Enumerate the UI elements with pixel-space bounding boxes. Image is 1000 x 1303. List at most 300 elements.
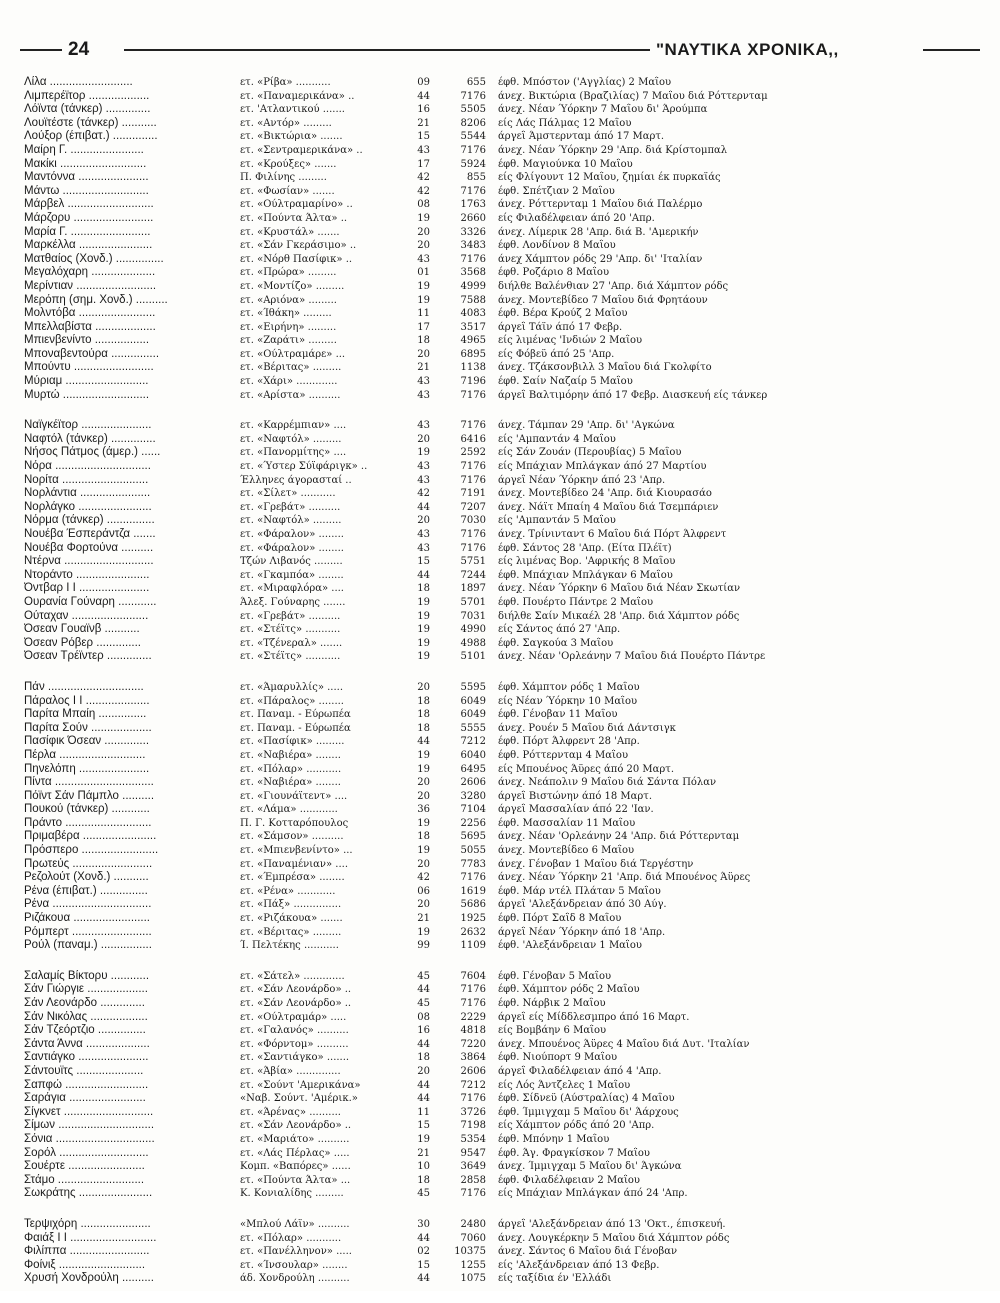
table-row xyxy=(24,1024,984,1038)
build-year: 19 xyxy=(417,596,430,608)
tonnage: 2606 xyxy=(460,1065,486,1077)
owner-agent: ετ. «Σάν Γκεράσιμο» .. xyxy=(240,240,357,252)
table-row xyxy=(24,294,984,308)
owner-agent: ετ. «Ειρήνη» ......... xyxy=(240,321,337,333)
tonnage: 4083 xyxy=(460,308,486,320)
ship-position: έφθ. Μπόστον ('Αγγλίας) 2 Μαΐου xyxy=(498,77,672,88)
ship-position: είς Φιλαδέλφειαν άπό 20 'Απρ. xyxy=(498,212,655,224)
build-year: 44 xyxy=(417,1273,430,1285)
tonnage: 7198 xyxy=(460,1120,486,1132)
table-row xyxy=(24,695,984,709)
ship-position: έφθ. Βέρα Κρούζ 2 Μαΐου xyxy=(498,308,628,320)
table-row xyxy=(24,1011,984,1025)
table-row xyxy=(24,446,984,460)
tonnage: 7604 xyxy=(460,970,486,982)
build-year: 15 xyxy=(417,131,430,143)
ship-name: Πέρλα ........................... xyxy=(24,748,146,761)
build-year: 20 xyxy=(417,899,430,911)
ship-position: άνεχ. Νέαν Ύόρκην 29 'Απρ. διά Κρίστομπαλ xyxy=(498,144,728,156)
build-year: 43 xyxy=(417,461,430,473)
table-row xyxy=(24,817,984,831)
ship-name: Σουέρτε ........................ xyxy=(24,1160,145,1173)
ship-position: έφθ. Μάρ ντέλ Πλάταν 5 Μαΐου xyxy=(498,885,661,897)
ship-position: άνεχ. Νέαν Ύόρκην 6 Μαΐου διά Νέαν Σκωτίαν xyxy=(498,583,741,595)
build-year: 21 xyxy=(417,117,430,129)
ship-name: Σίμων .............................. xyxy=(24,1119,155,1132)
tonnage: 6895 xyxy=(460,348,486,360)
table-row xyxy=(24,637,984,651)
tonnage: 7176 xyxy=(460,1188,486,1200)
build-year: 44 xyxy=(417,736,430,748)
owner-agent: ετ. «Λάμα» ............ xyxy=(240,804,338,816)
tonnage: 1255 xyxy=(460,1259,486,1271)
header-rule xyxy=(20,49,62,51)
tonnage: 7176 xyxy=(460,389,486,401)
tonnage: 5701 xyxy=(460,596,486,608)
owner-agent: ετ. «Κρούξες» ....... xyxy=(240,158,337,170)
tonnage: 4999 xyxy=(460,280,486,292)
table-row xyxy=(24,1065,984,1079)
ship-name: Όσεαν Γουαϊνβ ........... xyxy=(24,623,140,636)
ship-position: έφθ. Σάντος 28 'Απρ. (Είτα Πλέϊτ) xyxy=(498,542,672,554)
table-row xyxy=(24,542,984,556)
ship-name: Φαιάξ Ι Ι ........................... xyxy=(24,1231,157,1244)
owner-agent: ετ. «Γιουνάϊτεντ» .... xyxy=(240,790,348,802)
tonnage: 6040 xyxy=(460,749,486,761)
build-year: 19 xyxy=(417,637,430,649)
table-row xyxy=(24,1187,984,1201)
build-year: 02 xyxy=(417,1246,430,1258)
build-year: 43 xyxy=(417,474,430,486)
build-year: 19 xyxy=(417,651,430,663)
ship-position: έφθ. Μπόνην 1 Μαΐου xyxy=(498,1133,610,1145)
owner-agent: ετ. «Πάξ» ............... xyxy=(240,899,342,911)
table-row xyxy=(24,1232,984,1246)
ship-name: Ναϊγκέϊτορ ...................... xyxy=(24,419,152,432)
table-row xyxy=(24,1133,984,1147)
owner-agent: ετ. «Άμαρυλλίς» ..... xyxy=(240,681,344,693)
table-row xyxy=(24,749,984,763)
tonnage: 7176 xyxy=(460,998,486,1009)
table-row xyxy=(24,844,984,858)
owner-agent: ετ. «Βέριτας» ......... xyxy=(240,362,342,374)
ship-movements-table xyxy=(24,76,984,1303)
tonnage: 7060 xyxy=(460,1232,486,1244)
owner-agent: Τζών Λιβανός ......... xyxy=(240,556,343,568)
ship-position: έφθ. Σίδνεϋ (Αύστραλίας) 4 Μαΐου xyxy=(498,1093,675,1105)
owner-agent: ετ. «Βικτώρια» ....... xyxy=(240,131,343,143)
ship-name: Μπελλαβίστα ................... xyxy=(24,320,156,333)
ship-name: Πράντο ........................... xyxy=(24,816,152,829)
ship-position: έφθ. Γένοβαν 11 Μαΐου xyxy=(498,709,618,721)
ship-name: Ούταχαν ........................ xyxy=(24,609,149,622)
owner-agent: ετ. «Παναμερικάνα» .. xyxy=(240,90,355,102)
table-row xyxy=(24,1051,984,1065)
owner-agent: ετ. «Νόρθ Πασίφικ» .. xyxy=(240,253,353,265)
owner-agent: «Ναβ. Σούντ. 'Αμέρικ.» xyxy=(240,1093,358,1105)
ship-position: άνεχ. Ρουέν 5 Μαΐου διά Δάντσιγκ xyxy=(498,722,676,734)
tonnage: 5695 xyxy=(460,831,486,843)
tonnage: 1075 xyxy=(460,1273,486,1285)
table-row xyxy=(24,997,984,1011)
build-year: 19 xyxy=(417,845,430,857)
ship-name: Φοίνιξ ........................... xyxy=(24,1258,146,1271)
ship-position: έφθ. Νάρβικ 2 Μαΐου xyxy=(498,998,606,1009)
tonnage: 2256 xyxy=(460,817,486,829)
ship-name: Νορίτα ........................... xyxy=(24,473,149,486)
ship-name: Πασίφικ Όσεαν .............. xyxy=(24,735,150,748)
owner-agent: ετ. «Γαλανός» .......... xyxy=(240,1025,349,1037)
ship-position: είς 'Αλεξάνδρειαν άπό 13 Φεβρ. xyxy=(498,1259,660,1271)
table-row xyxy=(24,239,984,253)
build-year: 20 xyxy=(417,515,430,527)
table-row xyxy=(24,1147,984,1161)
table-row xyxy=(24,776,984,790)
build-year: 19 xyxy=(417,212,430,224)
tonnage: 7244 xyxy=(460,569,486,581)
table-row xyxy=(24,555,984,569)
build-year: 20 xyxy=(417,777,430,789)
owner-agent: ετ. «Ίνσουλαρ» ........ xyxy=(240,1259,348,1271)
tonnage: 7212 xyxy=(460,736,486,748)
ship-position: έφθ. Μπάχιαν Μπλάγκαν 6 Μαΐου xyxy=(498,569,673,581)
ship-name: Μάρβελ ........................... xyxy=(24,198,154,211)
ship-position: άνεχ. Μοντεβίδεο 24 'Απρ. διά Κιουρασάο xyxy=(498,488,712,500)
owner-agent: ετ. «Ναφτόλ» ......... xyxy=(240,433,342,445)
table-row xyxy=(24,858,984,872)
ship-position: έφθ. Φιλαδέλφειαν 2 Μαΐου xyxy=(498,1174,640,1186)
ship-name: Λιμπερέϊτορ ................... xyxy=(24,89,150,102)
owner-agent: ετ. «Ναβιέρα» ........ xyxy=(240,749,341,761)
ship-position: έφθ. Νιούπορτ 9 Μαΐου xyxy=(498,1052,618,1064)
ship-position: άργεΐ Νέαν Ύόρκην άπό 18 'Απρ. xyxy=(498,926,666,938)
ship-name: Μεγαλόχαρη .................... xyxy=(24,266,156,279)
owner-agent: ετ. «Πούντα Άλτα» ... xyxy=(240,1174,351,1186)
table-row xyxy=(24,334,984,348)
owner-agent: ετ. «Πάραλος» ........ xyxy=(240,695,344,707)
table-row xyxy=(24,596,984,610)
build-year: 18 xyxy=(417,722,430,734)
owner-agent: ετ. «Πανέλληνον» ..... xyxy=(240,1246,352,1258)
tonnage: 7176 xyxy=(460,474,486,486)
build-year: 19 xyxy=(417,280,430,292)
tonnage: 3326 xyxy=(460,226,486,238)
ship-name: Σαράγια ........................ xyxy=(24,1092,146,1105)
owner-agent: ετ. «Μαριάτο» .......... xyxy=(240,1133,350,1145)
build-year: 20 xyxy=(417,433,430,445)
owner-agent: «Μπλού Λάϊν» .......... xyxy=(240,1218,350,1230)
build-year: 44 xyxy=(417,501,430,513)
ship-position: άργεΐ Μασσαλίαν άπό 22 'Ιαν. xyxy=(498,804,654,816)
table-row xyxy=(24,830,984,844)
build-year: 44 xyxy=(417,1232,430,1244)
ship-position: είς 'Αμπαντάν 4 Μαΐου xyxy=(498,433,616,445)
ship-position: άργεΐ Τάϊν άπό 17 Φεβρ. xyxy=(498,321,623,333)
tonnage: 5505 xyxy=(460,104,486,116)
ship-name: Σάν Γιώργιε ................... xyxy=(24,983,148,996)
ship-position: είς Λάς Πάλμας 12 Μαΐου xyxy=(498,117,632,129)
table-row xyxy=(24,722,984,736)
ship-name: Μύριαμ .......................... xyxy=(24,375,149,388)
table-row xyxy=(24,280,984,294)
ship-position: είς λιμένας 'Ινδιών 2 Μαΐου xyxy=(498,335,643,347)
table-row xyxy=(24,970,984,984)
table-row xyxy=(24,763,984,777)
table-row xyxy=(24,1174,984,1188)
tonnage: 7207 xyxy=(460,501,486,513)
table-row xyxy=(24,487,984,501)
tonnage: 7176 xyxy=(460,1093,486,1105)
tonnage: 8206 xyxy=(460,117,486,129)
table-row xyxy=(24,528,984,542)
owner-agent: ετ. «Στέϊτς» ........... xyxy=(240,624,341,636)
ship-name: Σωκράτης ....................... xyxy=(24,1187,153,1200)
tonnage: 7176 xyxy=(460,872,486,884)
tonnage: 3280 xyxy=(460,790,486,802)
ship-position: είς Σάν Ζουάν (Περουβίας) 5 Μαΐου xyxy=(498,447,682,459)
build-year: 43 xyxy=(417,389,430,401)
build-year: 17 xyxy=(417,158,430,170)
owner-agent: Ί. Πελτέκης ........... xyxy=(240,940,339,952)
tonnage: 5354 xyxy=(460,1133,486,1145)
ship-name: Μποναβεντούρα ............... xyxy=(24,347,160,360)
ship-name: Λουϊτέστε (τάνκερ) ........... xyxy=(24,116,157,129)
build-year: 21 xyxy=(417,362,430,374)
ship-name: Όσεαν Ρόβερ .............. xyxy=(24,636,141,649)
table-row xyxy=(24,1218,984,1232)
tonnage: 3568 xyxy=(460,267,486,279)
journal-title: "ΝΑΥΤΙΚΑ ΧΡΟΝΙΚΑ,, xyxy=(656,40,839,59)
tonnage: 3864 xyxy=(460,1052,486,1064)
ship-position: άνεχ. Τζάκσονβιλλ 3 Μαΐου διά Γκολφίτο xyxy=(498,362,712,374)
tonnage: 3649 xyxy=(460,1161,486,1173)
tonnage: 2660 xyxy=(460,212,486,224)
owner-agent: ετ. «Μπιενβενίντο» ... xyxy=(240,845,353,857)
table-row xyxy=(24,253,984,267)
ship-name: Μερόπη (σημ. Χονδ.) .......... xyxy=(24,293,168,306)
tonnage: 6049 xyxy=(460,709,486,721)
ship-name: Νουέβα Έσπεράντζα ....... xyxy=(24,528,156,540)
owner-agent: Κομπ. «Βαπόρες» ...... xyxy=(240,1161,351,1173)
ship-name: Σίγκνετ ............................ xyxy=(24,1105,154,1118)
owner-agent: ετ. «Άρένας» .......... xyxy=(240,1106,341,1118)
owner-agent: ετ. «Σεντραμερικάνα» .. xyxy=(240,144,363,156)
owner-agent: ετ. «Γρεβάτ» .......... xyxy=(240,501,341,513)
build-year: 18 xyxy=(417,831,430,843)
ship-position: άνεχ. Νέαν 'Ορλεάνην 24 'Απρ. διά Ρόττερνταμ xyxy=(498,831,740,843)
ship-position: είς Βομβάην 6 Μαΐου xyxy=(498,1025,607,1037)
build-year: 20 xyxy=(417,1065,430,1077)
build-year: 45 xyxy=(417,1188,430,1200)
ship-position: διήλθε Σαίν Μικαέλ 28 'Απρ. διά Χάμπτον ρόδς xyxy=(498,610,740,622)
table-row xyxy=(24,212,984,226)
ship-position: άνεχ. Μπουένος Άϋρες 4 Μαΐου διά Δυτ. 'Ιταλίαν xyxy=(498,1038,750,1050)
ship-position: άνεχ. Νέαν Ύόρκην 7 Μαΐου δι' Άρούμπα xyxy=(498,104,708,116)
owner-agent: ετ. «Χάρι» ............. xyxy=(240,376,338,388)
owner-agent: ετ. «Αντόρ» ......... xyxy=(240,117,332,129)
owner-agent: ετ. «Ζαράτι» ......... xyxy=(240,335,337,347)
tonnage: 6416 xyxy=(460,433,486,445)
build-year: 19 xyxy=(417,817,430,829)
ship-position: άνεχ. Βικτώρια (Βραζιλίας) 7 Μαΐου διά Ρόττερνταμ xyxy=(498,90,768,102)
build-year: 18 xyxy=(417,1174,430,1186)
table-row xyxy=(24,501,984,515)
table-row xyxy=(24,610,984,624)
ship-position: άργεΐ Φιλαδέλφειαν άπό 4 'Απρ. xyxy=(498,1065,662,1077)
ship-name: Σάν Νικόλας .................. xyxy=(24,1010,148,1023)
table-row xyxy=(24,1119,984,1133)
ship-position: άνεχ. Τρίνινταντ 6 Μαΐου διά Πόρτ Άλφρεντ xyxy=(498,529,727,540)
ship-position: έφθ. Ροζάριο 8 Μαΐου xyxy=(498,267,610,279)
ship-name: Ρούλ (παναμ.) ................ xyxy=(24,939,152,952)
tonnage: 7176 xyxy=(460,253,486,265)
table-row xyxy=(24,419,984,433)
owner-agent: ετ. «Σούντ 'Αμερικάνα» xyxy=(240,1079,361,1091)
ship-name: Παρίτα Μπαίη ............... xyxy=(24,708,147,721)
owner-agent: ετ. «Ρένα» ............ xyxy=(240,885,336,897)
owner-agent: ετ. «Ρίβα» ........... xyxy=(240,77,331,88)
build-year: 42 xyxy=(417,185,430,197)
ship-name: Μαίρη Γ. ....................... xyxy=(24,143,144,156)
tonnage: 7588 xyxy=(460,294,486,306)
tonnage: 655 xyxy=(466,77,486,88)
tonnage: 3726 xyxy=(460,1106,486,1118)
table-row xyxy=(24,460,984,474)
ship-position: άνεχ. Γένοβαν 1 Μαΐου διά Τεργέστην xyxy=(498,858,694,870)
ship-name: Λίλα .......................... xyxy=(24,76,133,88)
tonnage: 2632 xyxy=(460,926,486,938)
tonnage: 2858 xyxy=(460,1174,486,1186)
ship-name: Νόρα .............................. xyxy=(24,460,151,473)
ship-name: Πριμαβέρα ....................... xyxy=(24,830,157,843)
ship-section xyxy=(24,681,984,953)
build-year: 45 xyxy=(417,998,430,1009)
ship-name: Ρεζολούτ (Χονδ.) ........... xyxy=(24,871,149,884)
ship-name: Μολντόβα ........................ xyxy=(24,307,156,320)
ship-position: άργεΐ Νέαν Ύόρκην άπό 23 'Απρ. xyxy=(498,474,666,486)
tonnage: 1619 xyxy=(460,885,486,897)
owner-agent: ετ. «Φάραλον» ........ xyxy=(240,542,344,554)
ship-name: Πουκού (τάνκερ) ............ xyxy=(24,803,150,816)
table-row xyxy=(24,307,984,321)
ship-position: έφθ. Ρόττερνταμ 4 Μαΐου xyxy=(498,749,629,761)
tonnage: 5924 xyxy=(460,158,486,170)
tonnage: 855 xyxy=(466,172,486,184)
tonnage: 2229 xyxy=(460,1011,486,1023)
build-year: 11 xyxy=(417,308,430,320)
tonnage: 2480 xyxy=(460,1218,486,1230)
ship-name: Νήσος Πάτμος (άμερ.) ...... xyxy=(24,446,161,459)
tonnage: 7176 xyxy=(460,461,486,473)
table-row xyxy=(24,898,984,912)
table-row xyxy=(24,185,984,199)
tonnage: 3517 xyxy=(460,321,486,333)
ship-position: έφθ. Σαγκούα 3 Μαΐου xyxy=(498,637,614,649)
ship-name: Ρένα (έπιβατ.) ............... xyxy=(24,884,148,897)
ship-position: άργεΐ Άμστερνταμ άπό 17 Μαρτ. xyxy=(498,131,665,143)
build-year: 19 xyxy=(417,926,430,938)
ship-name: Νορλάγκο ....................... xyxy=(24,500,152,513)
ship-name: Μαρκέλλα ....................... xyxy=(24,239,153,252)
ship-name: Ρένα ............................... xyxy=(24,898,152,911)
build-year: 42 xyxy=(417,488,430,500)
ship-name: Σόνια ............................... xyxy=(24,1132,155,1145)
owner-agent: ετ. 'Ατλαντικού ....... xyxy=(240,104,345,116)
owner-agent: ετ. «Τζένεραλ» ....... xyxy=(240,637,343,649)
build-year: 16 xyxy=(417,1025,430,1037)
owner-agent: ετ. «Σάν Λεονάρδο» .. xyxy=(240,1120,352,1132)
build-year: 18 xyxy=(417,335,430,347)
owner-agent: ετ. «Ναβιέρα» ........ xyxy=(240,777,341,789)
owner-agent: ετ. «Πασίφικ» ......... xyxy=(240,736,345,748)
table-row xyxy=(24,939,984,953)
owner-agent: ετ. «Καρρέμπιαν» .... xyxy=(240,420,347,432)
ship-position: έφθ. Σπέτζιαν 2 Μαΐου xyxy=(498,185,615,197)
header-rule xyxy=(923,49,980,51)
table-row xyxy=(24,1160,984,1174)
owner-agent: ετ. «Αριόνα» ......... xyxy=(240,294,337,306)
tonnage: 7176 xyxy=(460,542,486,554)
owner-agent: Άλεξ. Γούναρης ....... xyxy=(240,596,346,608)
ship-section xyxy=(24,970,984,1201)
ship-name: Λούξορ (έπιβατ.) .............. xyxy=(24,130,158,143)
table-row xyxy=(24,144,984,158)
build-year: 42 xyxy=(417,872,430,884)
ship-name: Πηνελόπη ...................... xyxy=(24,762,150,775)
owner-agent: ετ. «Γρεβάτ» .......... xyxy=(240,610,341,622)
build-year: 19 xyxy=(417,447,430,459)
ship-section xyxy=(24,1218,984,1286)
build-year: 19 xyxy=(417,294,430,306)
build-year: 20 xyxy=(417,348,430,360)
ship-position: άργεΐ 'Αλεξάνδρειαν άπό 30 Αύγ. xyxy=(498,899,667,911)
tonnage: 1897 xyxy=(460,583,486,595)
tonnage: 3483 xyxy=(460,240,486,252)
table-row xyxy=(24,569,984,583)
tonnage: 7176 xyxy=(460,984,486,996)
table-row xyxy=(24,171,984,185)
ship-name: Παρίτα Σούν ................... xyxy=(24,721,152,734)
build-year: 19 xyxy=(417,624,430,636)
ship-name: Τερψιχόρη ...................... xyxy=(24,1217,151,1230)
owner-agent: ετ. «Παναμένιαν» .... xyxy=(240,858,349,870)
ship-name: Μαρία Γ. ......................... xyxy=(24,225,151,238)
ship-position: είς ταξίδια έν 'Ελλάδι xyxy=(498,1273,612,1285)
ship-position: έφθ. Γένοβαν 5 Μαΐου xyxy=(498,970,612,982)
build-year: 18 xyxy=(417,1052,430,1064)
build-year: 17 xyxy=(417,321,430,333)
ship-position: άνεχ. Λίμερικ 28 'Απρ. διά Β. 'Αμερικήν xyxy=(498,226,699,238)
ship-name: Πάν .............................. xyxy=(24,680,144,693)
owner-agent: άδ. Χονδρούλη .......... xyxy=(240,1273,350,1285)
owner-agent: ετ. «Ναφτόλ» ......... xyxy=(240,515,342,527)
build-year: 15 xyxy=(417,556,430,568)
ship-name: Σάν Λεονάρδο .............. xyxy=(24,997,145,1009)
page-header xyxy=(20,38,980,64)
tonnage: 5595 xyxy=(460,681,486,693)
owner-agent: ετ. «Σίλετ» ........... xyxy=(240,488,336,500)
tonnage: 6495 xyxy=(460,763,486,775)
ship-position: άνεχ Χάμπτον ρόδς 29 'Απρ. δι' 'Ιταλίαν xyxy=(498,253,703,265)
table-row xyxy=(24,1092,984,1106)
tonnage: 5686 xyxy=(460,899,486,911)
ship-position: έφθ. 'Αλεξάνδρειαν 1 Μαΐου xyxy=(498,940,642,952)
owner-agent: ετ. «Ούλτραμάρε» ... xyxy=(240,348,346,360)
build-year: 43 xyxy=(417,376,430,388)
ship-position: άνεχ. Τάμπαν 29 'Απρ. δι' 'Αγκώνα xyxy=(498,420,675,432)
build-year: 20 xyxy=(417,240,430,252)
ship-name: Μακίκι ........................... xyxy=(24,157,147,170)
